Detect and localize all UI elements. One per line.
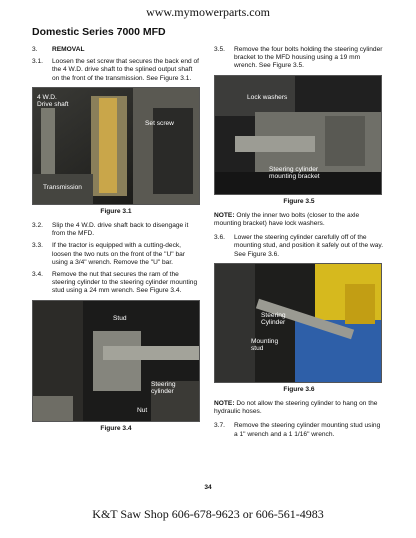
figure-3-4-caption: Figure 3.4 <box>100 424 132 432</box>
label-transmission: Transmission <box>43 183 82 191</box>
step-number: 3.3. <box>32 242 43 250</box>
step-text: Slip the 4 W.D. drive shaft back to disengage it from the MFD. <box>52 222 189 238</box>
figure-3-5-caption: Figure 3.5 <box>283 197 315 205</box>
label-steering-cylinder: Steering Cylinder <box>261 311 286 327</box>
step-3-3 <box>32 242 200 267</box>
label-mounting-stud: Mounting stud <box>251 337 279 353</box>
note-prefix: NOTE: <box>214 211 235 219</box>
document-title: Domestic Series 7000 MFD <box>32 26 166 38</box>
cylinder-photo-illustration <box>215 264 381 382</box>
site-header: www.mymowerparts.com <box>146 5 270 19</box>
note-prefix: NOTE: <box>214 400 235 408</box>
right-column <box>214 46 384 443</box>
step-3-7 <box>214 422 384 438</box>
label-driveshaft: 4 W.D. Drive shaft <box>37 93 69 109</box>
figure-3-6-caption: Figure 3.6 <box>283 385 315 393</box>
step-3 <box>32 46 200 54</box>
step-number: 3.7. <box>214 422 225 430</box>
figure-3-5-photo <box>214 75 382 195</box>
step-text: If the tractor is equipped with a cutting-deck, loosen the two nuts on the front of the "U" bar using a 3/4" wrench. Remove the "U" bar. <box>52 242 185 266</box>
note-lock-washers <box>214 212 384 228</box>
step-text: Loosen the set screw that secures the back end of the 4 W.D. drive shaft to the splined output shaft on the front of the transmission. See Figure 3.1. <box>52 58 199 82</box>
figure-3-1-photo <box>32 87 200 205</box>
step-3-1 <box>32 58 200 83</box>
step-3-4 <box>32 271 200 296</box>
note-text: Do not allow the steering cylinder to hang on the hydraulic hoses. <box>214 400 378 416</box>
label-set-screw: Set screw <box>145 119 174 127</box>
footer-contact: K&T Saw Shop 606-678-9623 or 606-561-4983 <box>92 507 324 521</box>
figure-3-6-photo <box>214 263 382 383</box>
figure-3-4-photo <box>32 300 200 422</box>
step-number: 3.5. <box>214 46 225 53</box>
page-number: 34 <box>204 484 212 491</box>
step-number: 3.6. <box>214 234 225 242</box>
step-text: REMOVAL <box>52 46 85 53</box>
step-number: 3.2. <box>32 222 43 230</box>
label-stud: Stud <box>113 314 127 322</box>
step-3-2 <box>32 222 200 238</box>
label-nut: Nut <box>137 406 148 414</box>
step-text: Remove the steering cylinder mounting stud using a 1" wrench and a 1 1/16" wrench. <box>234 422 381 438</box>
note-hydraulic-hoses <box>214 400 384 416</box>
label-lock-washers: Lock washers <box>247 93 288 101</box>
label-mounting-bracket: Steering cylinder mounting bracket <box>269 165 320 181</box>
step-number: 3. <box>32 46 38 53</box>
step-text: Lower the steering cylinder carefully off of the mounting stud, and position it safely out of the way. See Figure 3.6. <box>234 234 384 258</box>
step-text: Remove the four bolts holding the steering cylinder bracket to the MFD housing using a 19 mm wrench. See Figure 3.5. <box>234 46 383 70</box>
step-3-5 <box>214 46 384 71</box>
figure-3-1-caption: Figure 3.1 <box>100 207 132 215</box>
step-number: 3.4. <box>32 271 43 279</box>
left-column <box>32 46 200 439</box>
step-text: Remove the nut that secures the ram of the steering cylinder to the steering cylinder mounting stud using a 24 mm wrench. See Figure 3.4. <box>52 271 198 295</box>
note-text: Only the inner two bolts (closer to the axle mounting bracket) have lock washers. <box>214 211 360 228</box>
label-steering-cylinder: Steering cylinder <box>151 380 176 396</box>
step-number: 3.1. <box>32 58 43 66</box>
step-3-6 <box>214 234 384 259</box>
